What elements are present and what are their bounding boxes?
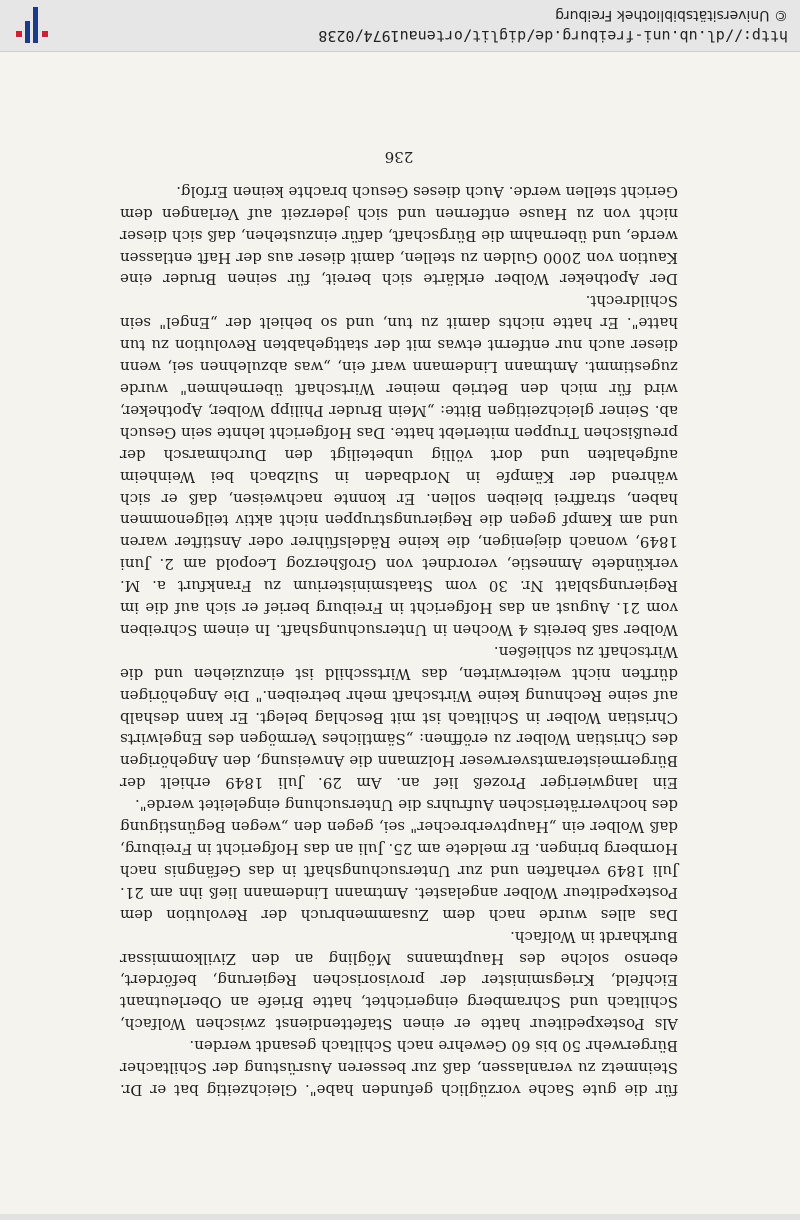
copyright-notice: © Universitätsbibliothek Freiburg xyxy=(555,7,788,23)
source-url[interactable]: http://dl.ub.uni-freiburg.de/diglit/ortenau1974/0238 xyxy=(318,27,788,45)
article-body xyxy=(120,180,678,1100)
viewer-bottom-strip xyxy=(0,1214,800,1220)
page-number: 236 xyxy=(384,148,414,166)
paragraph-6: Der Apotheker Wolber erklärte sich bereit, für seinen Bruder eine Kaution von 2000 Gulden zu stellen, damit dieser aus der Haft entlassen werde, und übernahm die Bürgschaft, dafür einzustehen, daß sich dieser nicht von zu Hause entfernen und sich jederzeit auf Verlangen dem Gericht stellen werde. Auch dieses Gesuch brachte keinen Erfolg. xyxy=(120,182,678,289)
paragraph-2: Als Postexpediteur hatte er einen Stafettendienst zwischen Wolfach, Schiltach und Schramberg eingerichtet, hatte Briefe an Oberleutnant Eichfeld, Kriegsminister der provisorischen Regierung, befördert, ebenso solche des Hauptmanns Mögling an den Zivilkommissar Burkhardt in Wolfach. xyxy=(120,927,678,1034)
library-header-bar xyxy=(0,0,800,52)
paragraph-1: für die gute Sache vorzüglich gefunden habe". Gleichzeitig bat er Dr. Steinmetz zu veranlassen, daß zur besseren Ausrüstung der Schiltacher Bürgerwehr 50 bis 60 Gewehre nach Schiltach gesandt werden. xyxy=(120,1037,678,1099)
paragraph-5: Wolber saß bereits 4 Wochen in Untersuchungshaft. In einem Schreiben vom 21. August an das Hofgericht in Freiburg berief er sich auf die im Regierungsblatt Nr. 30 vom Staatsministerium zu Frankfurt a. M. verkündete Amnestie, verordnet von Großherzog Leopold am 2. Juni 1849, wonach diejenigen, die keine Rädelsführer oder Anstifter waren und am Kampf gegen die Regierungstruppen nicht aktiv teilgenommen haben, straffrei bleiben sollen. Er konnte nachweisen, daß er sich während der Kämpfe in Nordbaden in Sulzbach bei Weinheim aufgehalten und dort völlig unbeteiligt den Durchmarsch der preußischen Truppen miterlebt hatte. Das Hofgericht lehnte sein Gesuch ab. Seiner gleichzeitigen Bitte: „Mein Bruder Philipp Wolber, Apotheker, wird für mich den Betrieb meiner Wirtschaft übernehmen" wurde zugestimmt. Amtmann Lindemann warf ein, „was abzulehnen sei, wenn dieser auch nur entfernt etwas mit der stattgehabten Revolution zu tun hatte". Er hatte nichts damit zu tun, und so behielt der „Engel" sein Schildrecht. xyxy=(120,292,678,639)
paragraph-4: Ein langwieriger Prozeß lief an. Am 29. Juli 1849 erhielt der Bürgermeisteramtsverweser Holzmann die Anweisung, den Angehörigen des Christian Wolber zu eröffnen: „Sämtliches Vermögen des Engelwirts Christian Wolber in Schiltach ist mit Beschlag belegt. Er kann deshalb auf seine Rechnung keine Wirtschaft mehr betreiben." Die Angehörigen dürften nicht weiterwirten, das Wirtsschild ist einzuziehen und die Wirtschaft zu schließen. xyxy=(120,642,678,793)
ub-freiburg-logo-icon xyxy=(8,3,52,47)
paragraph-3: Das alles wurde nach dem Zusammenbruch der Revolution dem Postexpediteur Wolber angelastet. Amtmann Lindemann ließ ihn am 21. Juli 1849 verhaften und zur Untersuchungshaft in das Gefängnis nach Hornberg bringen. Er meldete am 25. Juli an das Hofgericht in Freiburg, daß Wolber ein „Hauptverbrecher" sei, gegen den „wegen Begünstigung des hochverräterischen Aufruhrs die Untersuchung eingeleitet werde". xyxy=(120,796,678,924)
